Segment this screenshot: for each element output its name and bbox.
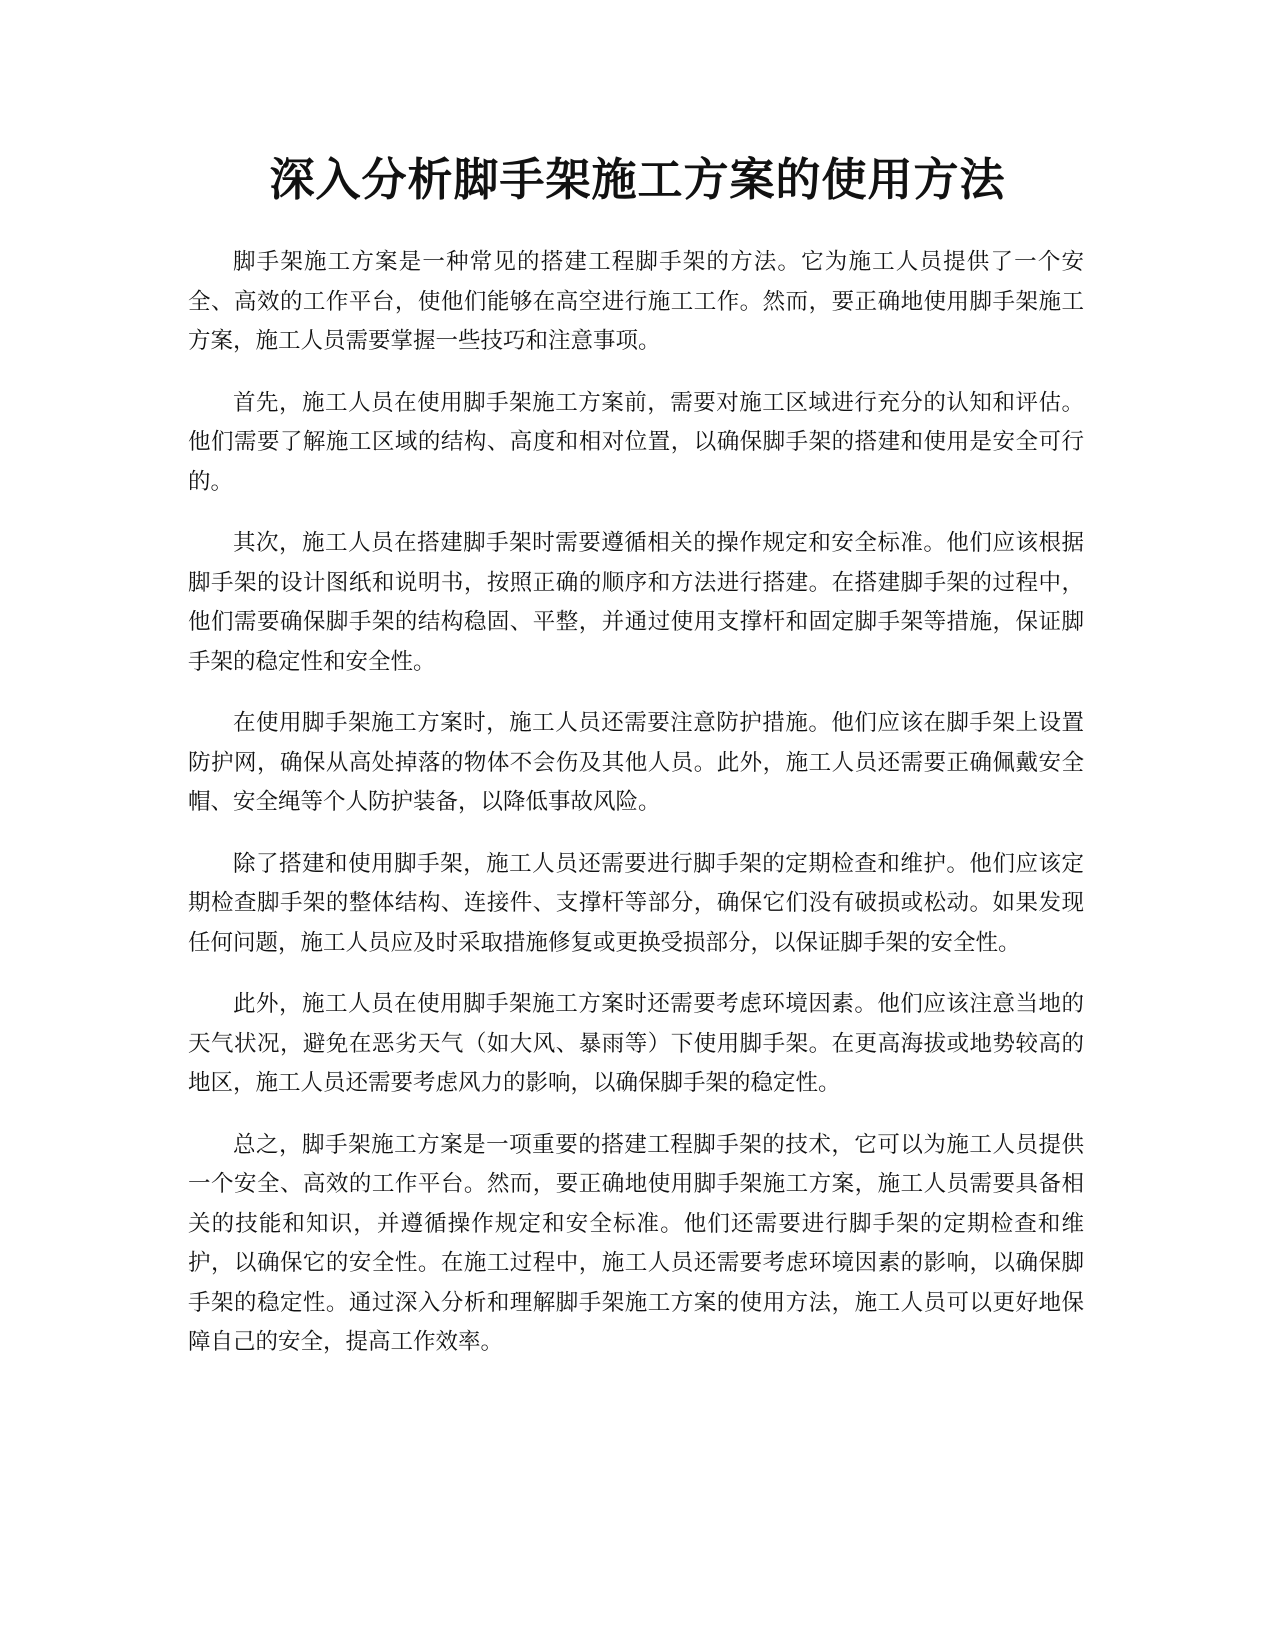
paragraph-protection: 在使用脚手架施工方案时，施工人员还需要注意防护措施。他们应该在脚手架上设置防护网，确保从高处掉落的物体不会伤及其他人员。此外，施工人员还需要正确佩戴安全帽、安全绳等个人防护装备，以降低事故风险。: [188, 710, 1084, 815]
document-body: [188, 243, 1084, 1385]
paragraph-intro: 脚手架施工方案是一种常见的搭建工程脚手架的方法。它为施工人员提供了一个安全、高效的工作平台，使他们能够在高空进行施工工作。然而，要正确地使用脚手架施工方案，施工人员需要掌握一些技巧和注意事项。: [188, 249, 1084, 354]
paragraph-maintenance: 除了搭建和使用脚手架，施工人员还需要进行脚手架的定期检查和维护。他们应该定期检查脚手架的整体结构、连接件、支撑杆等部分，确保它们没有破损或松动。如果发现任何问题，施工人员应及时采取措施修复或更换受损部分，以保证脚手架的安全性。: [188, 850, 1084, 956]
paragraph-assessment: 首先，施工人员在使用脚手架施工方案前，需要对施工区域进行充分的认知和评估。他们需要了解施工区域的结构、高度和相对位置，以确保脚手架的搭建和使用是安全可行的。: [188, 389, 1084, 495]
paragraph-construction: 其次，施工人员在搭建脚手架时需要遵循相关的操作规定和安全标准。他们应该根据脚手架的设计图纸和说明书，按照正确的顺序和方法进行搭建。在搭建脚手架的过程中，他们需要确保脚手架的结构稳固、平整，并通过使用支撑杆和固定脚手架等措施，保证脚手架的稳定性和安全性。: [188, 530, 1084, 675]
document-title: 深入分析脚手架施工方案的使用方法: [269, 153, 1006, 206]
paragraph-conclusion: 总之，脚手架施工方案是一项重要的搭建工程脚手架的技术，它可以为施工人员提供一个安全、高效的工作平台。然而，要正确地使用脚手架施工方案，施工人员需要具备相关的技能和知识，并遵循操作规定和安全标准。他们还需要进行脚手架的定期检查和维护，以确保它的安全性。在施工过程中，施工人员还需要考虑环境因素的影响，以确保脚手架的稳定性。通过深入分析和理解脚手架施工方案的使用方法，施工人员可以更好地保障自己的安全，提高工作效率。: [188, 1131, 1084, 1355]
paragraph-environment: 此外，施工人员在使用脚手架施工方案时还需要考虑环境因素。他们应该注意当地的天气状况，避免在恶劣天气（如大风、暴雨等）下使用脚手架。在更高海拔或地势较高的地区，施工人员还需要考虑风力的影响，以确保脚手架的稳定性。: [188, 991, 1084, 1096]
